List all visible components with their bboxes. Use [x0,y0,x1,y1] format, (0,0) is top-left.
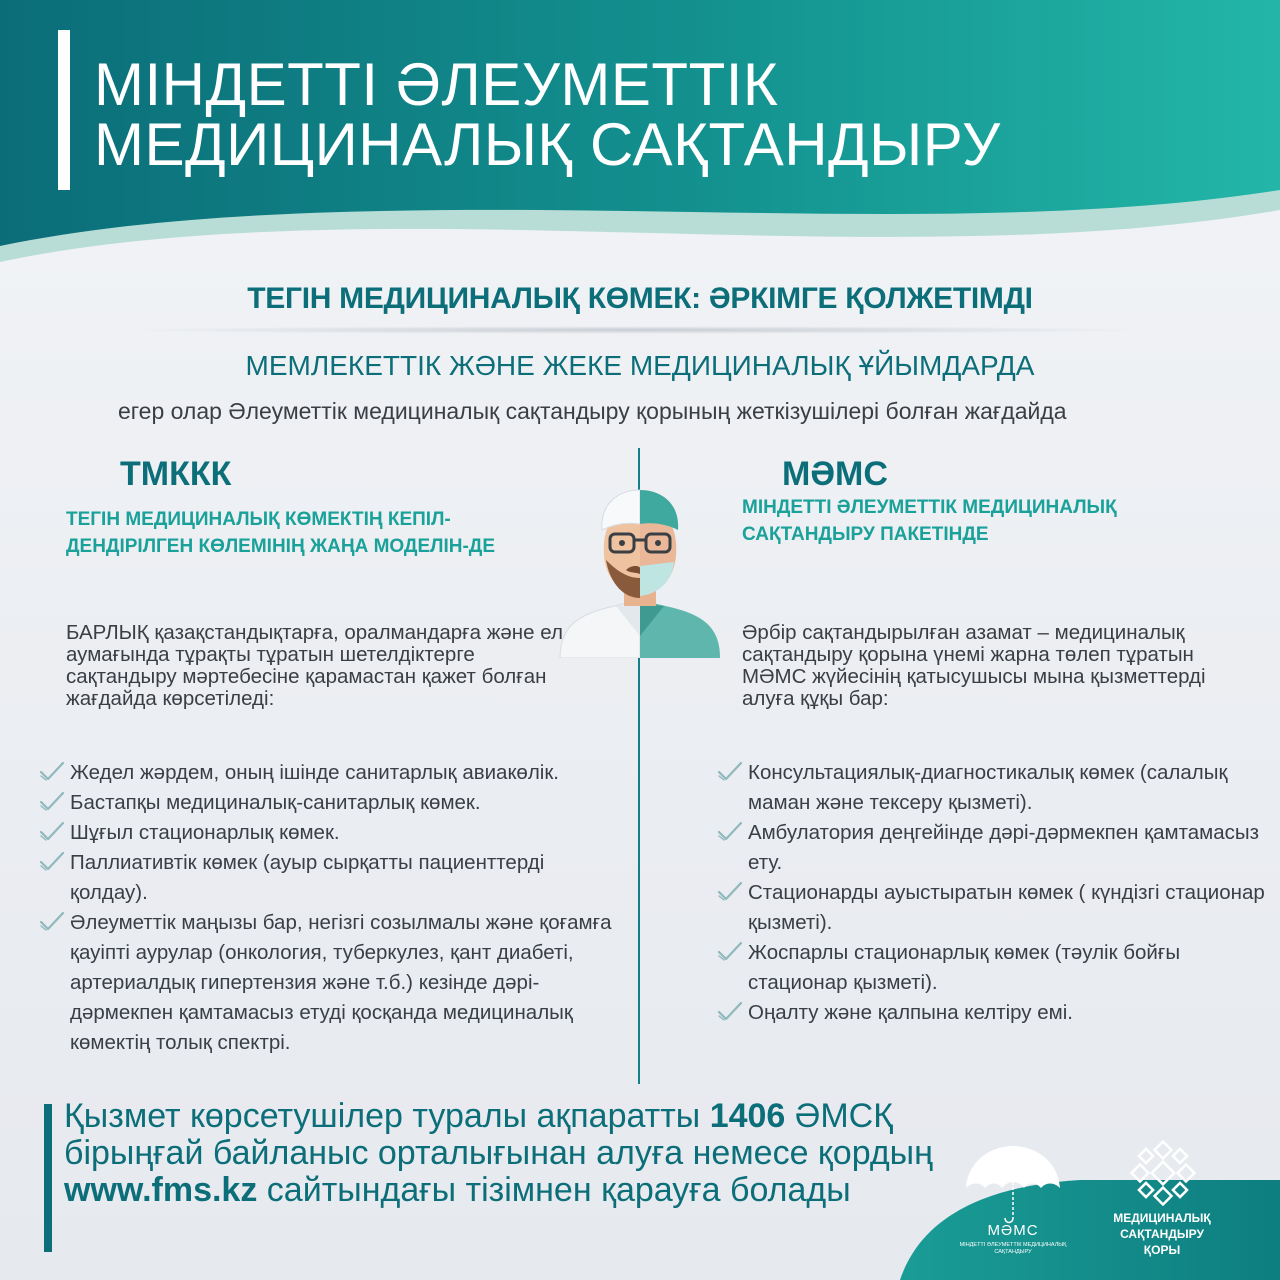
list-item [716,758,1266,818]
left-column-subtitle: ТЕГІН МЕДИЦИНАЛЫҚ КӨМЕКТІҢ КЕПІЛ-ДЕНДІРІЛГЕН КӨЛЕМІНІҢ ЖАҢА МОДЕЛІН-ДЕ [66,509,496,557]
footer-text-part2: ӘМСҚ бірыңғай байланыс орталығынан алуға немесе қордың [64,1097,933,1172]
fund-logo-line3: ҚОРЫ [1143,1243,1181,1257]
fund-logo-name [1082,1210,1242,1258]
right-column-intro: Әрбір сақтандырылған азамат – медициналық сақтандыру қорына үнемі жарна төлеп тұратын МӘМС жүйесінің қатысушысы мына қызметтерді алуға құқы бар: [742,621,1206,710]
mams-logo-caption: МІНДЕТТІ ӘЛЕУМЕТТІК МЕДИЦИНАЛЫҚ САҚТАНДЫРУ [959,1242,1067,1255]
condition-line: егер олар Әлеуметтік медициналық сақтандыру қорының жеткізушілері болған жағдайда [118,398,1067,424]
fund-logo-line2: САҚТАНДЫРУ [1120,1227,1204,1241]
mams-logo [958,1140,1068,1265]
left-column-intro: БАРЛЫҚ қазақстандықтарға, оралмандарға және ел аумағында тұрақты тұратын шетелдіктерге сақтандыру мәртебесіне қарамастан қажет болған жағдайда көрсетіледі: [66,621,563,710]
fund-logo [1082,1140,1252,1265]
right-service-list [716,758,1266,1028]
list-item [716,998,1266,1028]
check-icon [38,820,66,842]
check-icon [716,880,744,902]
page-title-line1: МІНДЕТТІ ӘЛЕУМЕТТІК [94,51,779,118]
website-link[interactable]: www.fms.kz [64,1171,258,1209]
check-icon [38,910,66,932]
header-accent-bar [58,30,70,190]
banner-heading: ТЕГІН МЕДИЦИНАЛЫҚ КӨМЕК: ӘРКІМГЕ ҚОЛЖЕТІМДІ [247,282,1033,315]
check-icon [716,760,744,782]
list-item-text: Оңалту және қалпына келтіру емі. [748,1001,1073,1024]
doctor-illustration [556,478,726,658]
footer-text-part1: Қызмет көрсетушілер туралы ақпаратты [64,1097,710,1135]
check-icon [716,820,744,842]
list-item-text: Жоспарлы стационарлық көмек (тәулік бойғы стационар қызметі). [748,941,1181,994]
list-item [38,848,618,908]
right-column-subtitle: МІНДЕТТІ ӘЛЕУМЕТТІК МЕДИЦИНАЛЫҚ САҚТАНДЫРУ ПАКЕТІНДЕ [742,497,1117,545]
list-item [716,818,1266,878]
snowflake-logo [1130,1140,1196,1206]
list-item-text: Шұғыл стационарлық көмек. [70,821,340,844]
check-icon [38,850,66,872]
list-item-text: Паллиативтік көмек (ауыр сырқатты пациенттерді қолдау). [70,851,545,904]
right-column-title: МӘМС [782,455,888,493]
check-icon [716,1000,744,1022]
list-item [38,818,618,848]
list-item [716,878,1266,938]
list-item [716,938,1266,998]
list-item [38,908,618,1058]
fund-logo-line1: МЕДИЦИНАЛЫҚ [1113,1211,1211,1225]
page-title-line2: МЕДИЦИНАЛЫҚ САҚТАНДЫРУ [94,111,1001,178]
org-line: МЕМЛЕКЕТТІК ЖӘНЕ ЖЕКЕ МЕДИЦИНАЛЫҚ ҰЙЫМДАРДА [245,350,1035,381]
banner-underline [118,326,1154,334]
footer-text-part3: сайтындағы тізімнен қарауға болады [257,1171,851,1209]
umbrella-logo [958,1140,1068,1225]
list-item-text: Амбулатория деңгейінде дәрі-дәрмекпен қамтамасыз ету. [748,821,1260,874]
list-item-text: Бастапқы медициналық-санитарлық көмек. [70,791,481,814]
list-item-text: Стационарды ауыстыратын көмек ( күндізгі стационар қызметі). [748,881,1265,934]
left-service-list [38,758,618,1058]
list-item-text: Әлеуметтік маңызы бар, негізгі созылмалы және қоғамға қауіпті аурулар (онкология, туберкулез, қант диабеті, артериалдық гипертензия және т.б.) кезінде дәрі-дәрмекпен қамтамасыз етуді қосқанда медициналық көмектің толық спектрі. [70,911,612,1054]
list-item-text: Жедел жәрдем, оның ішінде санитарлық авиакөлік. [70,761,560,784]
check-icon [38,790,66,812]
left-column-title: ТМККК [120,455,232,493]
footer-info [64,1098,944,1209]
list-item-text: Консультациялық-диагностикалық көмек (салалық маман және тексеру қызметі). [748,761,1228,814]
contact-phone: 1406 [709,1097,786,1135]
list-item [38,788,618,818]
footer-accent-bar [44,1104,52,1252]
check-icon [716,940,744,962]
check-icon [38,760,66,782]
list-item [38,758,618,788]
mams-logo-name: МӘМС [987,1222,1039,1239]
